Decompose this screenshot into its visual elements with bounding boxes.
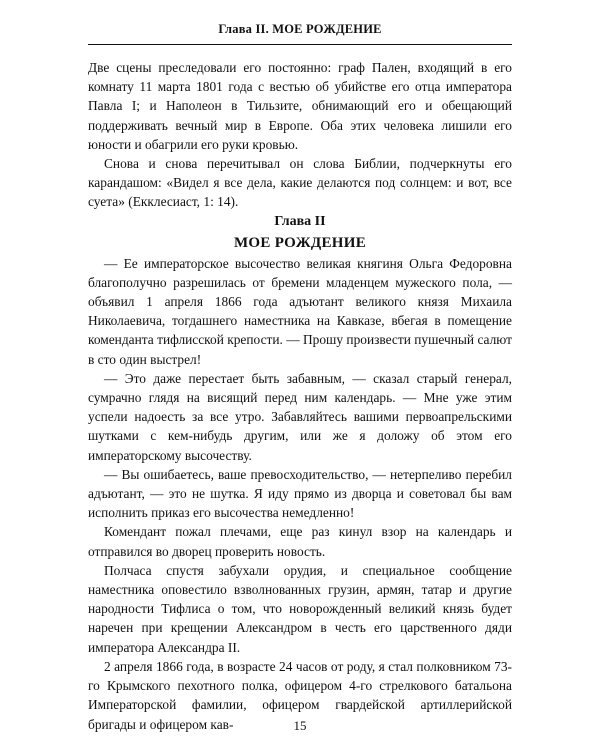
header-rule [88,44,512,45]
paragraph-3: — Вы ошибаетесь, ваше превосходительство, — нетерпеливо перебил адъютант, — это не шутка. Я иду прямо из дворца и советовал бы вам исполнить приказ его высочества немедленно! [88,466,512,521]
paragraph-2: — Это даже перестает быть забавным, — сказал старый генерал, сумрачно глядя на висящий перед ним календарь. — Мне уже этим успели надоесть за все утро. Забавляйтесь вашими первоапрельскими шутками с кем-нибудь другим, или же я доложу об этом его императорскому высочеству. [88,370,512,463]
page-body [88,58,512,734]
chapter-title: МОЕ РОЖДЕНИЕ [233,234,367,251]
chapter-label: Глава II [274,213,326,229]
intro-paragraph-1: Две сцены преследовали его постоянно: граф Пален, входящий в его комнату 11 марта 1801 года с вестью об убийстве его отца императора Павла I; и Наполеон в Тильзите, обнимающий его и обещающий поддерживать вечный мир в Европе. Оба этих человека лишили его юности и обагрили его руки кровью. [88,60,512,152]
paragraph-1: — Ее императорское высочество великая княгиня Ольга Федоровна благополучно разрешилась от бремени младенцем мужеского пола, — объявил 1 апреля 1866 года адъютант великого князя Михаила Николаевича, тогдашнего наместника на Кавказе, вбегая в помещение коменданта тифлисской крепости. — Прошу произвести пушечный салют в сто один выстрел! [88,255,512,367]
running-head: Глава II. МОЕ РОЖДЕНИЕ [218,22,382,36]
paragraph-5: Полчаса спустя забухали орудия, и специальное сообщение наместника оповестило взволнованных грузин, армян, татар и другие народности Тифлиса о том, что новорожденный великий князь будет наречен при крещении Александром в честь его царственного дяди императора Александра II. [88,562,512,655]
page-number: 15 [293,718,307,733]
paragraph-4: Комендант пожал плечами, еще раз кинул взор на календарь и отправился во дворец проверить новость. [88,524,512,559]
paragraph-6: 2 апреля 1866 года, в возрасте 24 часов от роду, я стал полковником 73-го Крымского пехотного полка, офицером 4-го стрелкового батальона Императорской фамилии, офицером гвардейской артиллерийской бригады и офицером кав- [88,658,512,732]
intro-paragraph-2: Снова и снова перечитывал он слова Библии, подчеркнуты его карандашом: «Видел я все дела, какие делаются под солнцем: и вот, все суета» (Екклесиаст, 1: 14). [88,156,512,210]
